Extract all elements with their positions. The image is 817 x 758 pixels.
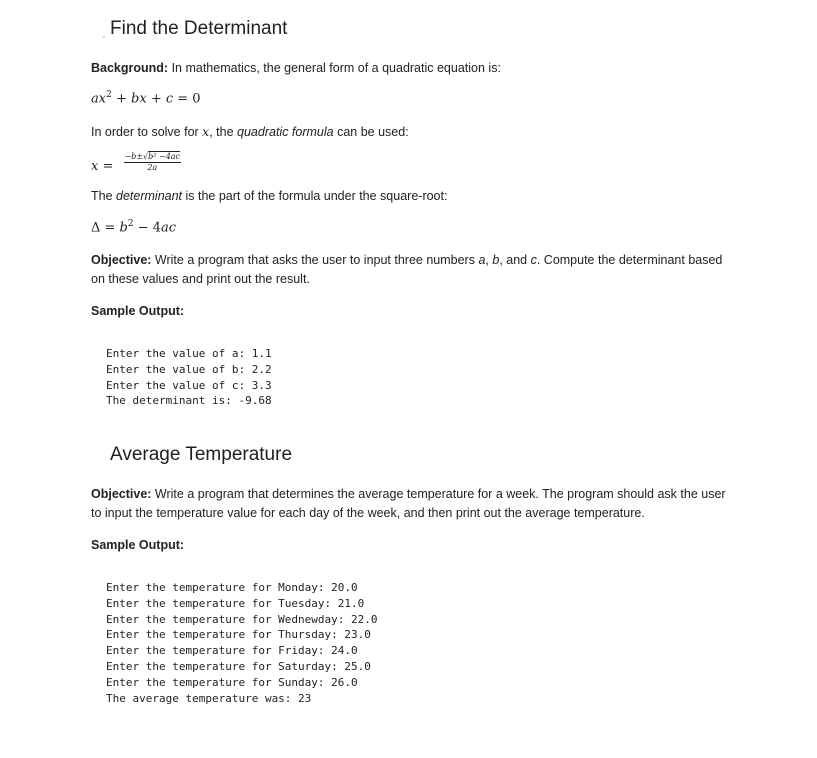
obj-sep2: , and <box>499 253 531 267</box>
solve-mid: , the <box>209 125 238 139</box>
eq-equals-zero: = 0 <box>173 91 201 107</box>
objective-paragraph-2 <box>91 485 731 523</box>
determinant-formula <box>91 219 176 235</box>
code-line: Enter the temperature for Wednewday: 22.0 <box>106 612 378 626</box>
obj-b: b <box>492 253 500 267</box>
background-text: In mathematics, the general form of a quadratic equation is: <box>168 61 501 75</box>
code-line: Enter the temperature for Sunday: 26.0 <box>106 675 358 689</box>
objective-pre: Write a program that asks the user to input three numbers <box>151 253 479 267</box>
objective-label-1: Objective: <box>91 253 152 267</box>
code-line: The average temperature was: 23 <box>106 691 312 705</box>
det-suffix: is the part of the formula under the square-root: <box>182 189 448 203</box>
code-line: Enter the temperature for Saturday: 25.0 <box>106 659 371 673</box>
code-line: The determinant is: -9.68 <box>106 394 272 408</box>
solve-suffix: can be used: <box>333 125 409 139</box>
sample-output-label-1 <box>91 302 731 321</box>
code-line: Enter the value of c: 3.3 <box>106 378 272 392</box>
code-line: Enter the temperature for Monday: 20.0 <box>106 581 358 594</box>
formula-denominator: 2a <box>147 163 158 172</box>
determinant-term: determinant <box>116 189 183 203</box>
code-line: Enter the temperature for Friday: 24.0 <box>106 644 358 658</box>
numerator-radicand: b² −4ac <box>148 152 181 161</box>
objective-label-2: Objective: <box>91 487 152 501</box>
solve-paragraph <box>91 122 731 142</box>
det-b: b <box>119 220 128 236</box>
obj-c: c <box>530 253 537 267</box>
quadratic-formula <box>91 152 181 177</box>
eq-x: x <box>98 91 107 107</box>
heading-marker <box>103 36 105 38</box>
sample-label-1: Sample Output: <box>91 304 185 318</box>
det-prefix: The <box>91 189 117 203</box>
quadratic-equation <box>91 90 201 106</box>
code-line: Enter the temperature for Thursday: 23.0 <box>106 628 371 642</box>
eq-c: c <box>165 91 174 107</box>
sample-output-block-1 <box>106 346 272 409</box>
section-title-determinant: Find the Determinant <box>110 18 288 39</box>
eq-plus: + <box>111 91 132 107</box>
eq-x2: x <box>139 91 147 107</box>
eq-a: a <box>91 91 99 107</box>
objective-text-2: Write a program that determines the average temperature for a week. The program should ask the user to input the temperature value for each day of the week, and then print out the average temperature. <box>91 487 726 520</box>
solve-var: x <box>202 124 210 139</box>
background-paragraph <box>91 59 731 78</box>
formula-lhs: x = <box>91 159 118 174</box>
numerator-pre: −b±√ <box>124 152 149 161</box>
sample-output-block-2 <box>106 580 378 706</box>
eq-b: b <box>131 91 140 107</box>
obj-a: a <box>478 253 486 267</box>
det-ac: ac <box>161 220 177 236</box>
objective-paragraph-1 <box>91 251 731 289</box>
eq-square: 2 <box>106 90 112 100</box>
determinant-paragraph <box>91 187 731 206</box>
objective-post: . Compute the determinant based on these values and print out the result. <box>91 253 723 286</box>
formula-fraction <box>124 152 182 173</box>
section-title-average-temperature: Average Temperature <box>110 444 293 465</box>
quadratic-formula-term: quadratic formula <box>237 125 334 139</box>
code-line: Enter the value of b: 2.2 <box>106 362 272 376</box>
background-label: Background: <box>91 61 169 75</box>
sample-output-label-2 <box>91 536 731 555</box>
formula-numerator <box>124 152 182 163</box>
det-square: 2 <box>127 219 134 229</box>
obj-sep1: , <box>485 253 493 267</box>
code-line: Enter the value of a: 1.1 <box>106 347 272 360</box>
code-line: Enter the temperature for Tuesday: 21.0 <box>106 596 365 610</box>
solve-prefix: In order to solve for <box>91 125 203 139</box>
det-delta: Δ = <box>91 220 120 236</box>
eq-plus2: + <box>146 91 166 107</box>
sample-label-2: Sample Output: <box>91 538 185 552</box>
det-minus-four: − 4 <box>133 220 162 236</box>
